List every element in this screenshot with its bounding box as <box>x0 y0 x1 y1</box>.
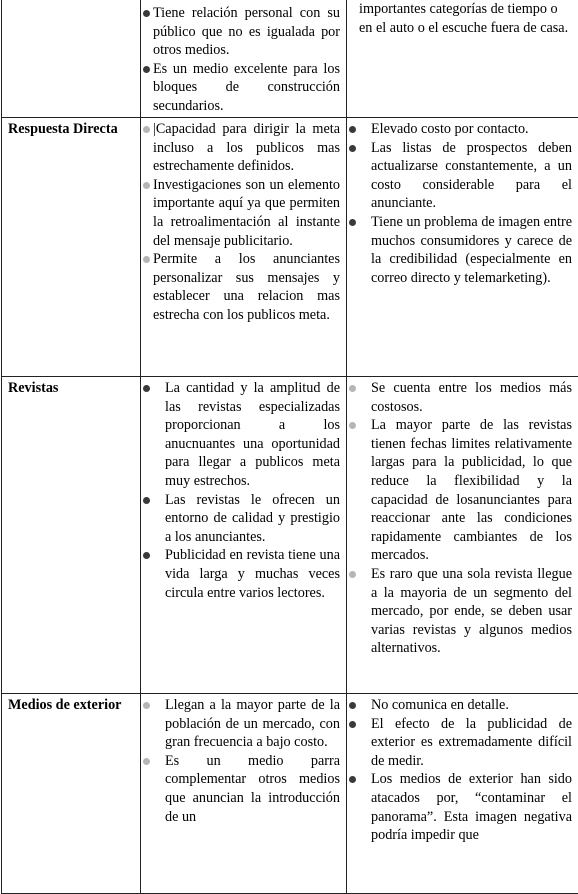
disadvantages-cell <box>347 694 578 894</box>
bullet-icon <box>143 758 150 765</box>
medium-cell <box>2 694 141 894</box>
medium-cell <box>2 377 141 694</box>
medium-label: Revistas <box>2 377 140 398</box>
bullet-icon <box>349 702 356 709</box>
bullet-icon <box>143 256 150 263</box>
advantages-cell <box>141 377 347 694</box>
bullet-icon <box>143 552 150 559</box>
bullet-icon <box>349 219 356 226</box>
bullet-icon <box>143 10 150 17</box>
bullet-icon <box>349 571 356 578</box>
medium-label: Respuesta Directa <box>2 118 140 139</box>
list-item: |Capacidad para dirigir la meta incluso a los publicos mas estrechamente definidos. <box>141 120 346 176</box>
table-row <box>2 118 578 377</box>
bullet-icon <box>349 145 356 152</box>
list-item: La mayor parte de las revistas tienen fechas limites relativamente largas para la publicidad, lo que reduce la flexibilidad y la capacidad de losanunciantes para reaccionar ante las condiciones rapidamente cambiantes de los mercados. <box>347 416 578 565</box>
bullet-icon <box>349 721 356 728</box>
advantages-cell <box>141 0 347 118</box>
bullet-icon <box>349 126 356 133</box>
bullet-icon <box>349 422 356 429</box>
medium-label: Medios de exterior <box>2 694 140 715</box>
advantages-cell <box>141 118 347 377</box>
medium-cell <box>2 118 141 377</box>
list-item: No comunica en detalle. <box>347 696 578 715</box>
advantages-cell <box>141 694 347 894</box>
table-row <box>2 0 578 118</box>
list-item: Las revistas le ofrecen un entorno de calidad y prestigio a los anunciantes. <box>141 491 346 547</box>
list-item: Investigaciones son un elemento importante aquí ya que permiten la retroalimentación al instante del mensaje publicitario. <box>141 176 346 250</box>
media-comparison-table <box>1 0 578 894</box>
list-item: Tiene un problema de imagen entre muchos consumidores y carece de la credibilidad (especialmente en correo directo y telemarketing). <box>347 213 578 287</box>
bullet-icon <box>143 497 150 504</box>
list-item: Es un medio excelente para los bloques de construcción secundarios. <box>141 60 346 116</box>
disadvantages-cell <box>347 377 578 694</box>
list-item: Llegan a la mayor parte de la población de un mercado, con gran frecuencia a bajo costo. <box>141 696 346 752</box>
bullet-icon <box>349 385 356 392</box>
list-item: La cantidad y la amplitud de las revistas especializadas proporcionan a los anucnuantes una oportunidad para llegar a publicos meta muy estrechos. <box>141 379 346 491</box>
list-item: Publicidad en revista tiene una vida larga y muchas veces circula entre varios lectores. <box>141 546 346 602</box>
disadvantages-cell <box>347 0 578 118</box>
list-item: Permite a los anunciantes personalizar sus mensajes y establecer una relacion mas estrecha con los publicos meta. <box>141 250 346 324</box>
list-item: Es raro que una sola revista llegue a la mayoria de un segmento del mercado, por ende, se deben usar varias revistas y algunos medios alternativos. <box>347 565 578 658</box>
bullet-icon <box>143 702 150 709</box>
list-item: Las listas de prospectos deben actualizarse constantemente, a un costo considerable para el anunciante. <box>347 139 578 213</box>
bullet-icon <box>143 182 150 189</box>
disadvantages-cell <box>347 118 578 377</box>
list-item: Tiene relación personal con su público que no es igualada por otros medios. <box>141 4 346 60</box>
medium-cell <box>2 0 141 118</box>
bullet-icon <box>143 126 150 133</box>
list-item: El efecto de la publicidad de exterior es extremadamente difícil de medir. <box>347 715 578 771</box>
list-item: Los medios de exterior han sido atacados por, “contaminar el panorama”. Esta imagen negativa podría impedir que <box>347 770 578 844</box>
list-item: Elevado costo por contacto. <box>347 120 578 139</box>
table-row <box>2 694 578 894</box>
bullet-icon <box>349 776 356 783</box>
list-item: Es un medio parra complementar otros medios que anuncian la introducción de un <box>141 752 346 826</box>
bullet-icon <box>143 66 150 73</box>
bullet-icon <box>143 385 150 392</box>
list-item: Se cuenta entre los medios más costosos. <box>347 379 578 416</box>
table-row <box>2 377 578 694</box>
continuation-text: importantes categorías de tiempo o en el auto o el escuche fuera de casa. <box>347 0 578 37</box>
